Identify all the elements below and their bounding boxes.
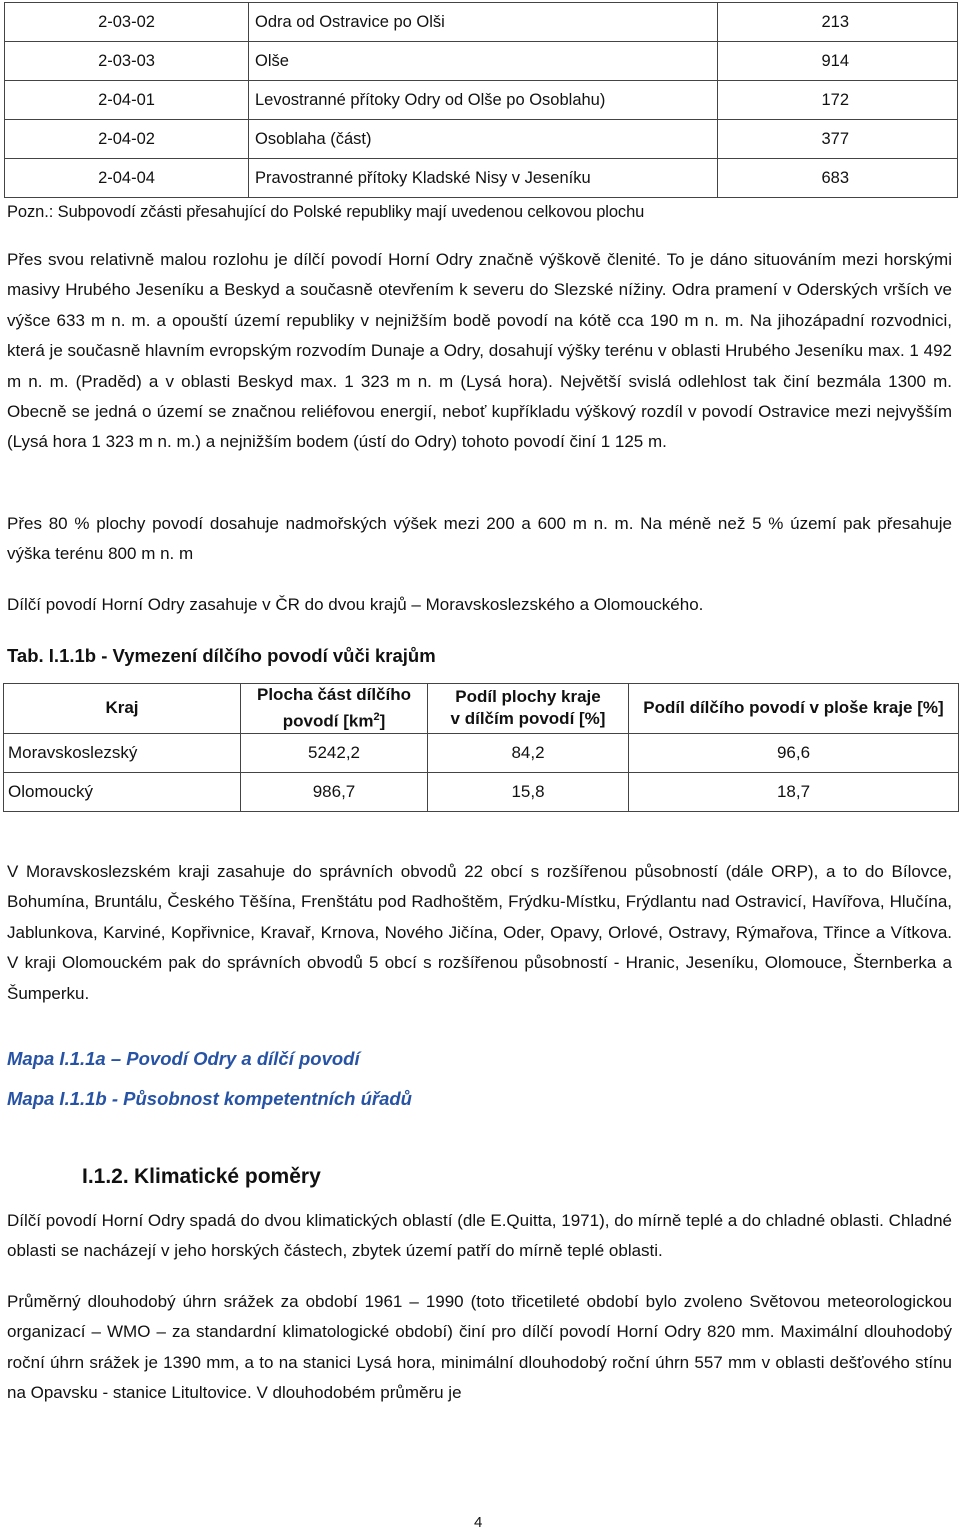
podil-kraje-cell: 84,2: [428, 733, 629, 772]
basin-code: 2-04-04: [5, 159, 249, 198]
header-plocha: Plocha část dílčího povodí $[km^2]$: [241, 684, 428, 734]
table-note: Pozn.: Subpovodí zčásti přesahující do Polské republiky mají uvedenou celkovou plochu: [7, 203, 645, 221]
basin-code: 2-04-02: [5, 120, 249, 159]
podil-povodi-cell: 18,7: [629, 772, 959, 811]
paragraph-orp: V Moravskoslezském kraji zasahuje do správních obvodů 22 obcí s rozšířenou působností (dále ORP), a to do Bílovce, Bohumína, Bruntálu, Českého Těšína, Frenštátu pod Radhoštěm, Frýdku-Místku, Frýdlantu nad Ostravicí, Havířova, Hlučína, Jablunkova, Karviné, Kopřivnice, Kravař, Krnova, Nového Jičína, Oder, Opavy, Orlové, Ostravy, Rýmařova, Třince a Vítkova. V kraji Olomouckém pak do správních obvodů 5 obcí s rozšířenou působností - Hranic, Jeseníku, Olomouce, Šternberka a Šumperku.: [7, 862, 952, 1003]
plocha-cell: 986,7: [241, 772, 428, 811]
header-podil-kraje: Podíl plochy kraje v dílčím povodí [%]: [428, 684, 629, 734]
table-header-row: [4, 684, 959, 734]
basin-area: 683: [718, 159, 958, 198]
region-share-table: [3, 683, 959, 812]
basin-name: Pravostranné přítoky Kladské Nisy v Jeseníku: [249, 159, 718, 198]
podil-povodi-cell: 96,6: [629, 733, 959, 772]
map-link-pusobnost-uradu[interactable]: Mapa I.1.1b - Působnost kompetentních úřadů: [7, 1088, 412, 1109]
paragraph-precipitation: Průměrný dlouhodobý úhrn srážek za období 1961 – 1990 (toto třicetileté období bylo zvoleno Světovou meteorologickou organizací – WMO – za standardní klimatologické období) činí pro dílčí povodí Horní Odry 820 mm. Maximální dlouhodobý roční úhrn srážek je 1390 mm, a to na stanici Lysá hora, minimální dlouhodobý roční úhrn 557 mm v oblasti dešťového stínu na Opavsku - stanice Litultovice. V dlouhodobém průměru je: [7, 1292, 952, 1403]
header-podil-povodi: Podíl dílčího povodí v ploše kraje [%]: [629, 684, 959, 734]
basin-name: Odra od Ostravice po Olši: [249, 3, 718, 42]
basin-code: 2-03-03: [5, 42, 249, 81]
basin-area: 377: [718, 120, 958, 159]
basin-name: Olše: [249, 42, 718, 81]
basin-code: 2-04-01: [5, 81, 249, 120]
table-row: [4, 772, 959, 811]
basin-name: Osoblaha (část): [249, 120, 718, 159]
basin-name: Levostranné přítoky Odry od Olše po Osoblahu): [249, 81, 718, 120]
table-row: [5, 120, 958, 159]
kraj-cell: Olomoucký: [4, 772, 241, 811]
subbasin-area-table: [4, 2, 958, 198]
section-title: Klimatické poměry: [134, 1165, 321, 1188]
plocha-cell: 5242,2: [241, 733, 428, 772]
paragraph-regions: Dílčí povodí Horní Odry zasahuje v ČR do dvou krajů – Moravskoslezského a Olomouckého.: [7, 595, 704, 614]
section-number: I.1.2.: [82, 1165, 129, 1188]
header-kraj: Kraj: [4, 684, 241, 734]
table-row: [5, 81, 958, 120]
map-link-povodi-odry[interactable]: Mapa I.1.1a – Povodí Odry a dílčí povodí: [7, 1048, 360, 1069]
section-heading: [82, 1165, 321, 1189]
table-row: [4, 733, 959, 772]
table-title: Tab. I.1.1b - Vymezení dílčího povodí vůči krajům: [7, 645, 436, 666]
basin-area: 914: [718, 42, 958, 81]
basin-code: 2-03-02: [5, 3, 249, 42]
page-number: 4: [474, 1514, 483, 1531]
basin-area: 172: [718, 81, 958, 120]
basin-area: 213: [718, 3, 958, 42]
paragraph-altitude: Přes 80 % plochy povodí dosahuje nadmořských výšek mezi 200 a 600 m n. m. Na méně než 5 % území pak přesahuje výška terénu 800 m n. m: [7, 514, 952, 564]
kraj-cell: Moravskoslezský: [4, 733, 241, 772]
table-row: [5, 3, 958, 42]
podil-kraje-cell: 15,8: [428, 772, 629, 811]
paragraph-climate: Dílčí povodí Horní Odry spadá do dvou klimatických oblastí (dle E.Quitta, 1971), do mírně teplé a do chladné oblasti. Chladné oblasti se nacházejí v jeho horských částech, zbytek území patří do mírně teplé oblasti.: [7, 1211, 952, 1261]
paragraph-relief: Přes svou relativně malou rozlohu je dílčí povodí Horní Odry značně výškově členité. To je dáno situováním mezi horskými masivy Hrubého Jeseníku a Beskyd a současně otevřením k severu do Slezské nížiny. Odra pramení v Oderských vrších ve výšce 633 m n. m. a opouští území republiky v nejnižším bodě povodí na kótě cca 190 m n. m. Na jihozápadní rozvodnici, která je současně hlavním evropským rozvodím Dunaje a Odry, dosahují výšky terénu v oblasti Hrubého Jeseníku max. 1 492 m n. m. (Praděd) a v oblasti Beskyd max. 1 323 m n. m (Lysá hora). Největší svislá odlehlost tak činí bezmála 1300 m. Obecně se jedná o území se značnou reliéfovou energií, neboť kupříkladu výškový rozdíl v povodí Ostravice mezi nejvyšším (Lysá hora 1 323 m n. m.) a nejnižším bodem (ústí do Odry) tohoto povodí činí 1 125 m.: [7, 250, 952, 452]
table-row: [5, 42, 958, 81]
table-row: [5, 159, 958, 198]
